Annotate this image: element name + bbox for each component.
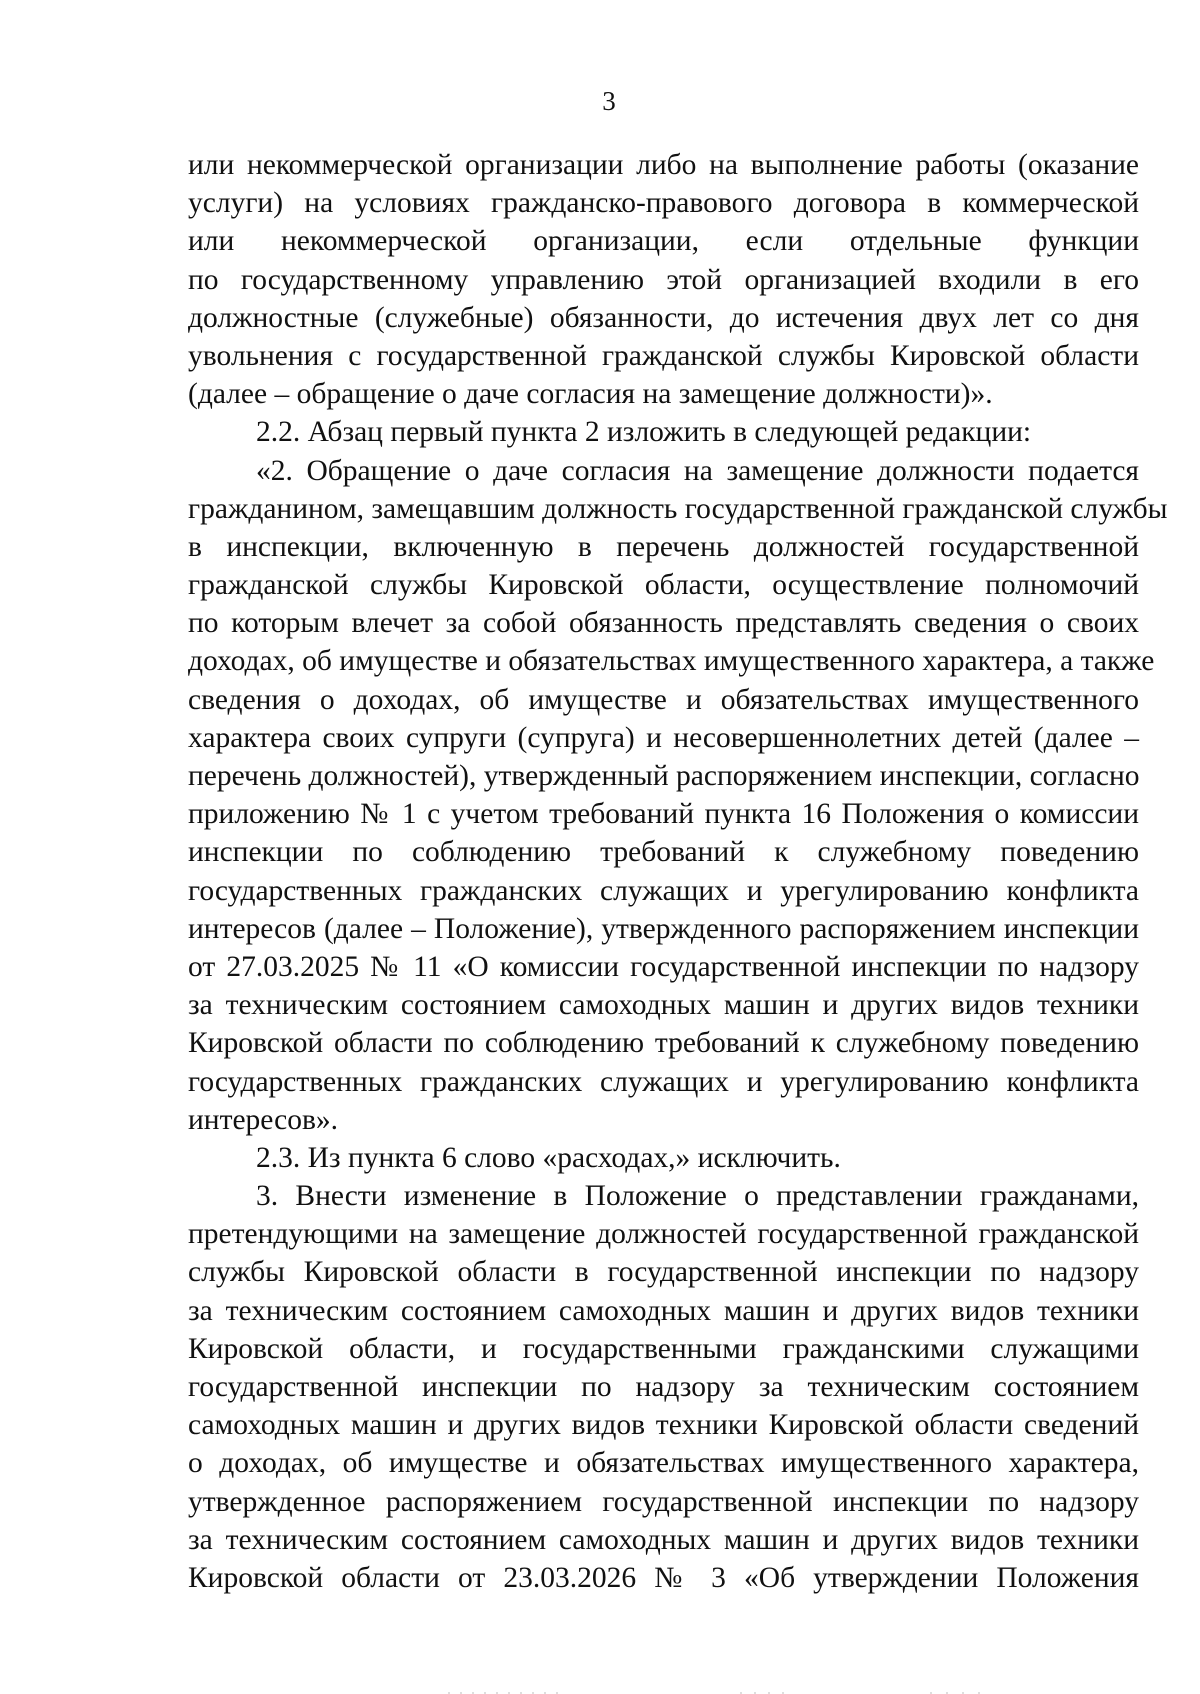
body-text <box>188 146 1168 1597</box>
text-line: утвержденное распоряжением государственной инспекции по надзору <box>188 1485 1139 1518</box>
text-line: по государственному управлению этой организацией входили в его <box>188 263 1139 296</box>
text-line: инспекции по соблюдению требований к служебному поведению <box>188 836 1139 869</box>
text-line: или некоммерческой организации, если отдельные функции <box>188 225 1139 258</box>
text-line: гражданской службы Кировской области, осуществление полномочий <box>188 569 1139 602</box>
text-line: 2.3. Из пункта 6 слово «расходах,» исключить. <box>256 1141 841 1174</box>
text-line: претендующими на замещение должностей государственной гражданской <box>188 1218 1139 1251</box>
text-line: за техническим состоянием самоходных машин и других видов техники <box>188 1523 1139 1556</box>
text-line: увольнения с государственной гражданской службы Кировской области <box>188 339 1139 372</box>
text-line: в инспекции, включенную в перечень должностей государственной <box>188 530 1139 563</box>
text-line: самоходных машин и других видов техники Кировской области сведений <box>188 1409 1139 1442</box>
text-line: 2.2. Абзац первый пункта 2 изложить в следующей редакции: <box>256 416 1032 449</box>
text-line: за техническим состоянием самоходных машин и других видов техники <box>188 989 1139 1022</box>
page-number: 3 <box>602 86 616 116</box>
text-line: должностные (служебные) обязанности, до истечения двух лет со дня <box>188 301 1139 334</box>
text-line: интересов». <box>188 1103 339 1136</box>
scan-edge-marks <box>0 1682 1200 1694</box>
text-line: приложению № 1 с учетом требований пункта 16 Положения о комиссии <box>188 798 1139 831</box>
text-line: Кировской области от 23.03.2026 № 3 «Об утверждении Положения <box>188 1561 1139 1594</box>
text-line: (далее – обращение о даче согласия на замещение должности)». <box>188 378 993 411</box>
text-line: перечень должностей), утвержденный распоряжением инспекции, согласно <box>188 760 1140 792</box>
text-line: доходах, об имуществе и обязательствах имущественного характера, а также <box>188 645 1155 678</box>
text-line: службы Кировской области в государственной инспекции по надзору <box>188 1256 1139 1289</box>
text-line: государственных гражданских служащих и урегулированию конфликта <box>188 1065 1139 1098</box>
text-line: характера своих супруги (супруга) и несовершеннолетних детей (далее – <box>188 721 1139 754</box>
text-line: о доходах, об имуществе и обязательствах имущественного характера, <box>188 1447 1139 1480</box>
text-line: гражданином, замещавшим должность государственной гражданской службы <box>188 492 1168 525</box>
text-line: 3. Внести изменение в Положение о представлении гражданами, <box>256 1180 1139 1213</box>
text-line: Кировской области, и государственными гражданскими служащими <box>188 1332 1139 1365</box>
text-line: сведения о доходах, об имуществе и обязательствах имущественного <box>188 683 1139 716</box>
text-line: или некоммерческой организации либо на выполнение работы (оказание <box>188 149 1139 181</box>
text-line: интересов (далее – Положение), утвержденного распоряжением инспекции <box>188 912 1139 945</box>
text-line: по которым влечет за собой обязанность представлять сведения о своих <box>188 607 1139 640</box>
text-line: за техническим состоянием самоходных машин и других видов техники <box>188 1294 1139 1327</box>
text-line: «2. Обращение о даче согласия на замещение должности подается <box>256 454 1139 487</box>
text-line: от 27.03.2025 № 11 «О комиссии государственной инспекции по надзору <box>188 950 1139 983</box>
text-line: Кировской области по соблюдению требований к служебному поведению <box>188 1027 1139 1060</box>
text-line: государственной инспекции по надзору за техническим состоянием <box>188 1371 1139 1403</box>
text-line: услуги) на условиях гражданско-правового договора в коммерческой <box>188 187 1139 220</box>
text-line: государственных гражданских служащих и урегулированию конфликта <box>188 874 1139 907</box>
